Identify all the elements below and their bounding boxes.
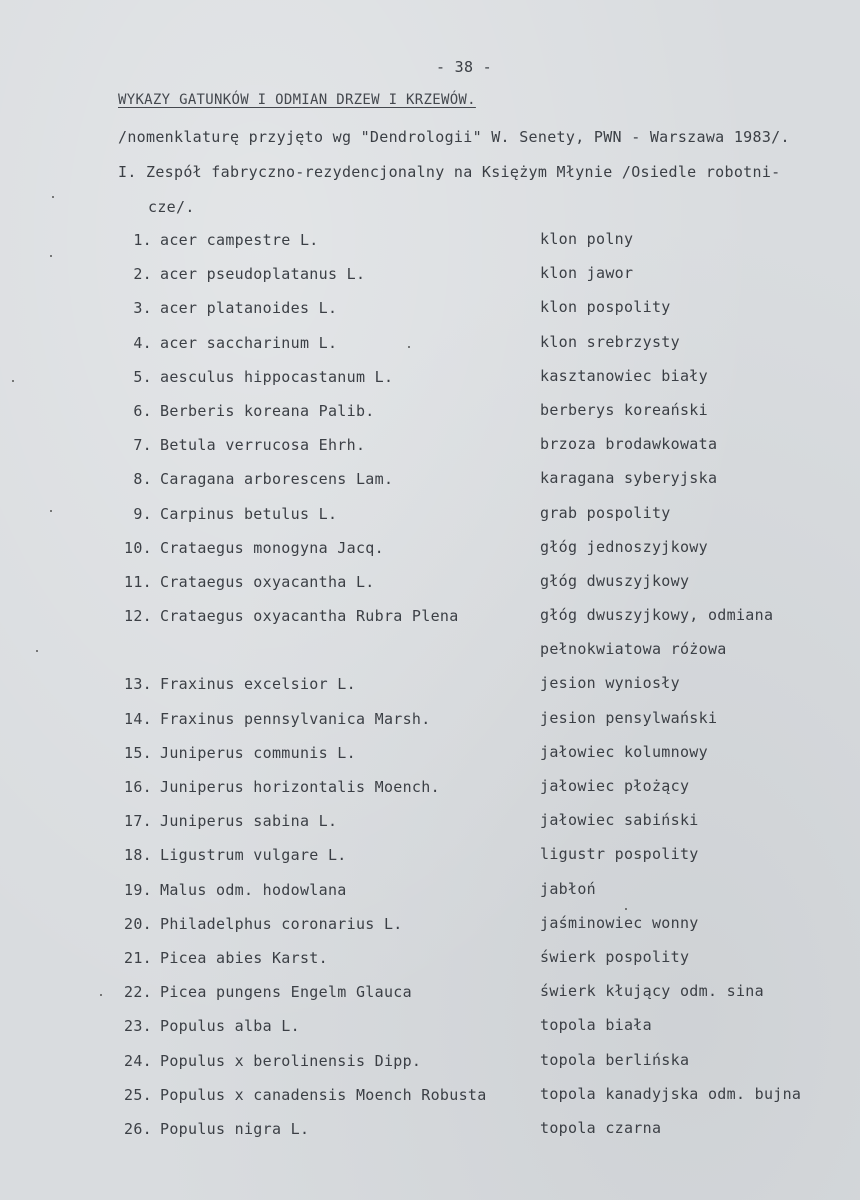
species-number: 23. bbox=[124, 1017, 152, 1036]
species-number: 3. bbox=[133, 299, 152, 318]
species-polish-name-line: jałowiec płożący bbox=[540, 777, 690, 796]
species-latin-name: Populus alba L. bbox=[160, 1017, 300, 1036]
species-latin-name: Populus nigra L. bbox=[160, 1119, 310, 1138]
species-latin-name: Picea abies Karst. bbox=[160, 948, 328, 967]
species-polish-name-line: jałowiec kolumnowy bbox=[540, 742, 708, 761]
species-polish-name-line: karagana syberyjska bbox=[540, 469, 718, 488]
species-row bbox=[0, 743, 860, 777]
scan-speck bbox=[50, 255, 52, 257]
species-latin-name: Caragana arborescens Lam. bbox=[160, 470, 394, 489]
species-polish-name-line: świerk pospolity bbox=[540, 947, 690, 966]
page-number: - 38 - bbox=[436, 58, 492, 76]
species-polish-name bbox=[540, 1043, 689, 1077]
species-row bbox=[0, 914, 860, 948]
species-latin-name: Philadelphus coronarius L. bbox=[160, 914, 403, 933]
species-row bbox=[0, 367, 860, 401]
species-latin-name: Crataegus oxyacantha L. bbox=[160, 572, 375, 591]
species-polish-name bbox=[540, 222, 633, 256]
species-latin-name: Ligustrum vulgare L. bbox=[160, 846, 347, 865]
species-number: 7. bbox=[133, 436, 152, 455]
species-polish-name-line: topola berlińska bbox=[540, 1050, 690, 1069]
species-polish-name bbox=[540, 1111, 661, 1145]
species-polish-name-line: klon jawor bbox=[540, 264, 634, 283]
species-polish-name-line: głóg dwuszyjkowy bbox=[540, 571, 690, 590]
species-latin-name: acer saccharinum L. bbox=[160, 333, 338, 352]
species-number: 17. bbox=[124, 812, 152, 831]
species-number: 26. bbox=[124, 1119, 152, 1138]
species-row bbox=[0, 811, 860, 845]
species-polish-name bbox=[540, 803, 699, 837]
species-latin-name: Crataegus oxyacantha Rubra Plena bbox=[160, 607, 459, 626]
species-row bbox=[0, 1085, 860, 1119]
species-row bbox=[0, 674, 860, 708]
species-polish-name bbox=[540, 564, 689, 598]
species-latin-name: Populus x canadensis Moench Robusta bbox=[160, 1085, 487, 1104]
species-polish-name-line: topola kanadyjska odm. bujna bbox=[540, 1084, 802, 1103]
species-row bbox=[0, 469, 860, 503]
species-latin-name: Crataegus monogyna Jacq. bbox=[160, 538, 384, 557]
species-latin-name: acer campestre L. bbox=[160, 231, 319, 249]
species-row bbox=[0, 264, 860, 298]
species-number: 15. bbox=[124, 743, 152, 762]
species-polish-name-line: ligustr pospolity bbox=[540, 845, 699, 864]
species-number: 8. bbox=[133, 470, 152, 489]
species-polish-name-line: topola czarna bbox=[540, 1118, 662, 1137]
species-latin-name: aesculus hippocastanum L. bbox=[160, 367, 394, 386]
species-number: 9. bbox=[133, 504, 152, 523]
species-polish-name-line: topola biała bbox=[540, 1016, 652, 1035]
document-heading: WYKAZY GATUNKÓW I ODMIAN DRZEW I KRZEWÓW. bbox=[118, 92, 476, 108]
species-polish-name-line: grab pospolity bbox=[540, 503, 671, 522]
species-number: 22. bbox=[124, 983, 152, 1002]
species-number: 1. bbox=[133, 231, 152, 249]
species-polish-name bbox=[540, 1008, 652, 1042]
species-row bbox=[0, 777, 860, 811]
nomenclature-note: /nomenklaturę przyjęto wg "Dendrologii" W. Senety, PWN - Warszawa 1983/. bbox=[118, 128, 790, 146]
species-polish-name-line: jaśminowiec wonny bbox=[540, 913, 699, 932]
species-list bbox=[0, 230, 860, 1153]
species-polish-name-line: świerk kłujący odm. sina bbox=[540, 982, 764, 1001]
species-polish-name-line: głóg dwuszyjkowy, odmiana bbox=[540, 606, 774, 625]
species-number: 16. bbox=[124, 778, 152, 797]
species-latin-name: acer platanoides L. bbox=[160, 299, 338, 318]
species-number: 18. bbox=[124, 846, 152, 865]
scan-speck bbox=[52, 196, 54, 198]
species-polish-name bbox=[540, 1077, 801, 1111]
species-latin-name: Fraxinus excelsior L. bbox=[160, 675, 356, 694]
species-latin-name: Juniperus communis L. bbox=[160, 743, 356, 762]
species-number: 25. bbox=[124, 1085, 152, 1104]
species-number: 12. bbox=[124, 607, 152, 626]
species-number: 10. bbox=[124, 538, 152, 557]
species-polish-name bbox=[540, 359, 708, 393]
species-polish-name bbox=[540, 325, 680, 359]
species-polish-name bbox=[540, 393, 708, 427]
species-polish-name bbox=[540, 872, 596, 906]
species-polish-name bbox=[540, 256, 633, 290]
species-polish-name bbox=[540, 461, 717, 495]
species-row bbox=[0, 709, 860, 743]
species-number: 13. bbox=[124, 675, 152, 694]
scan-speck bbox=[50, 510, 52, 512]
species-row bbox=[0, 538, 860, 572]
scan-speck bbox=[12, 380, 14, 382]
species-polish-name bbox=[540, 496, 671, 530]
species-row bbox=[0, 230, 860, 264]
species-polish-name-line: klon polny bbox=[540, 230, 634, 248]
species-polish-name-line: jabłoń bbox=[540, 879, 596, 898]
species-row bbox=[0, 845, 860, 879]
species-number: 24. bbox=[124, 1051, 152, 1070]
species-polish-name bbox=[540, 940, 689, 974]
section-title-continuation: cze/. bbox=[148, 198, 195, 216]
species-number: 4. bbox=[133, 333, 152, 352]
species-polish-name-line: brzoza brodawkowata bbox=[540, 435, 718, 454]
species-row bbox=[0, 1119, 860, 1153]
species-number: 14. bbox=[124, 709, 152, 728]
species-polish-name-line: klon pospolity bbox=[540, 298, 671, 317]
scan-speck bbox=[36, 650, 38, 652]
species-latin-name: Betula verrucosa Ehrh. bbox=[160, 436, 366, 455]
species-latin-name: Fraxinus pennsylvanica Marsh. bbox=[160, 709, 431, 728]
species-row bbox=[0, 435, 860, 469]
species-polish-name bbox=[540, 666, 680, 700]
species-latin-name: Carpinus betulus L. bbox=[160, 504, 338, 523]
species-number: 5. bbox=[133, 367, 152, 386]
species-latin-name: Picea pungens Engelm Glauca bbox=[160, 983, 412, 1002]
species-latin-name: Berberis koreana Palib. bbox=[160, 401, 375, 420]
species-polish-name bbox=[540, 906, 699, 940]
species-polish-name-line: berberys koreański bbox=[540, 400, 708, 419]
species-polish-name bbox=[540, 598, 773, 666]
species-polish-name bbox=[540, 530, 708, 564]
species-polish-name-line: jałowiec sabiński bbox=[540, 811, 699, 830]
species-polish-name-line: kasztanowiec biały bbox=[540, 366, 708, 385]
species-number: 11. bbox=[124, 572, 152, 591]
species-number: 19. bbox=[124, 880, 152, 899]
species-row bbox=[0, 1016, 860, 1050]
species-polish-name bbox=[540, 769, 689, 803]
species-row bbox=[0, 880, 860, 914]
species-row bbox=[0, 982, 860, 1016]
species-polish-name bbox=[540, 735, 708, 769]
section-title: I. Zespół fabryczno-rezydencjonalny na Księżym Młynie /Osiedle robotni- bbox=[118, 163, 781, 181]
species-polish-name-line: jesion wyniosły bbox=[540, 674, 680, 693]
species-row bbox=[0, 606, 860, 674]
species-latin-name: Juniperus horizontalis Moench. bbox=[160, 778, 440, 797]
species-polish-name-line: jesion pensylwański bbox=[540, 708, 718, 727]
species-number: 6. bbox=[133, 401, 152, 420]
species-row bbox=[0, 504, 860, 538]
species-latin-name: acer pseudoplatanus L. bbox=[160, 265, 366, 284]
species-polish-name bbox=[540, 701, 717, 735]
scan-speck bbox=[100, 994, 102, 996]
species-latin-name: Populus x berolinensis Dipp. bbox=[160, 1051, 422, 1070]
species-polish-name bbox=[540, 837, 699, 871]
species-polish-name bbox=[540, 427, 717, 461]
species-latin-name: Malus odm. hodowlana bbox=[160, 880, 347, 899]
species-row bbox=[0, 298, 860, 332]
species-number: 20. bbox=[124, 914, 152, 933]
species-number: 2. bbox=[133, 265, 152, 284]
species-polish-name-line: klon srebrzysty bbox=[540, 332, 680, 351]
species-polish-name bbox=[540, 974, 764, 1008]
scan-speck bbox=[625, 908, 627, 910]
species-row bbox=[0, 401, 860, 435]
scan-speck bbox=[408, 346, 410, 348]
species-row bbox=[0, 333, 860, 367]
species-polish-name-line: pełnokwiatowa różowa bbox=[540, 640, 727, 659]
species-polish-name bbox=[540, 290, 671, 324]
species-polish-name-line: głóg jednoszyjkowy bbox=[540, 537, 708, 556]
species-latin-name: Juniperus sabina L. bbox=[160, 812, 338, 831]
species-number: 21. bbox=[124, 948, 152, 967]
